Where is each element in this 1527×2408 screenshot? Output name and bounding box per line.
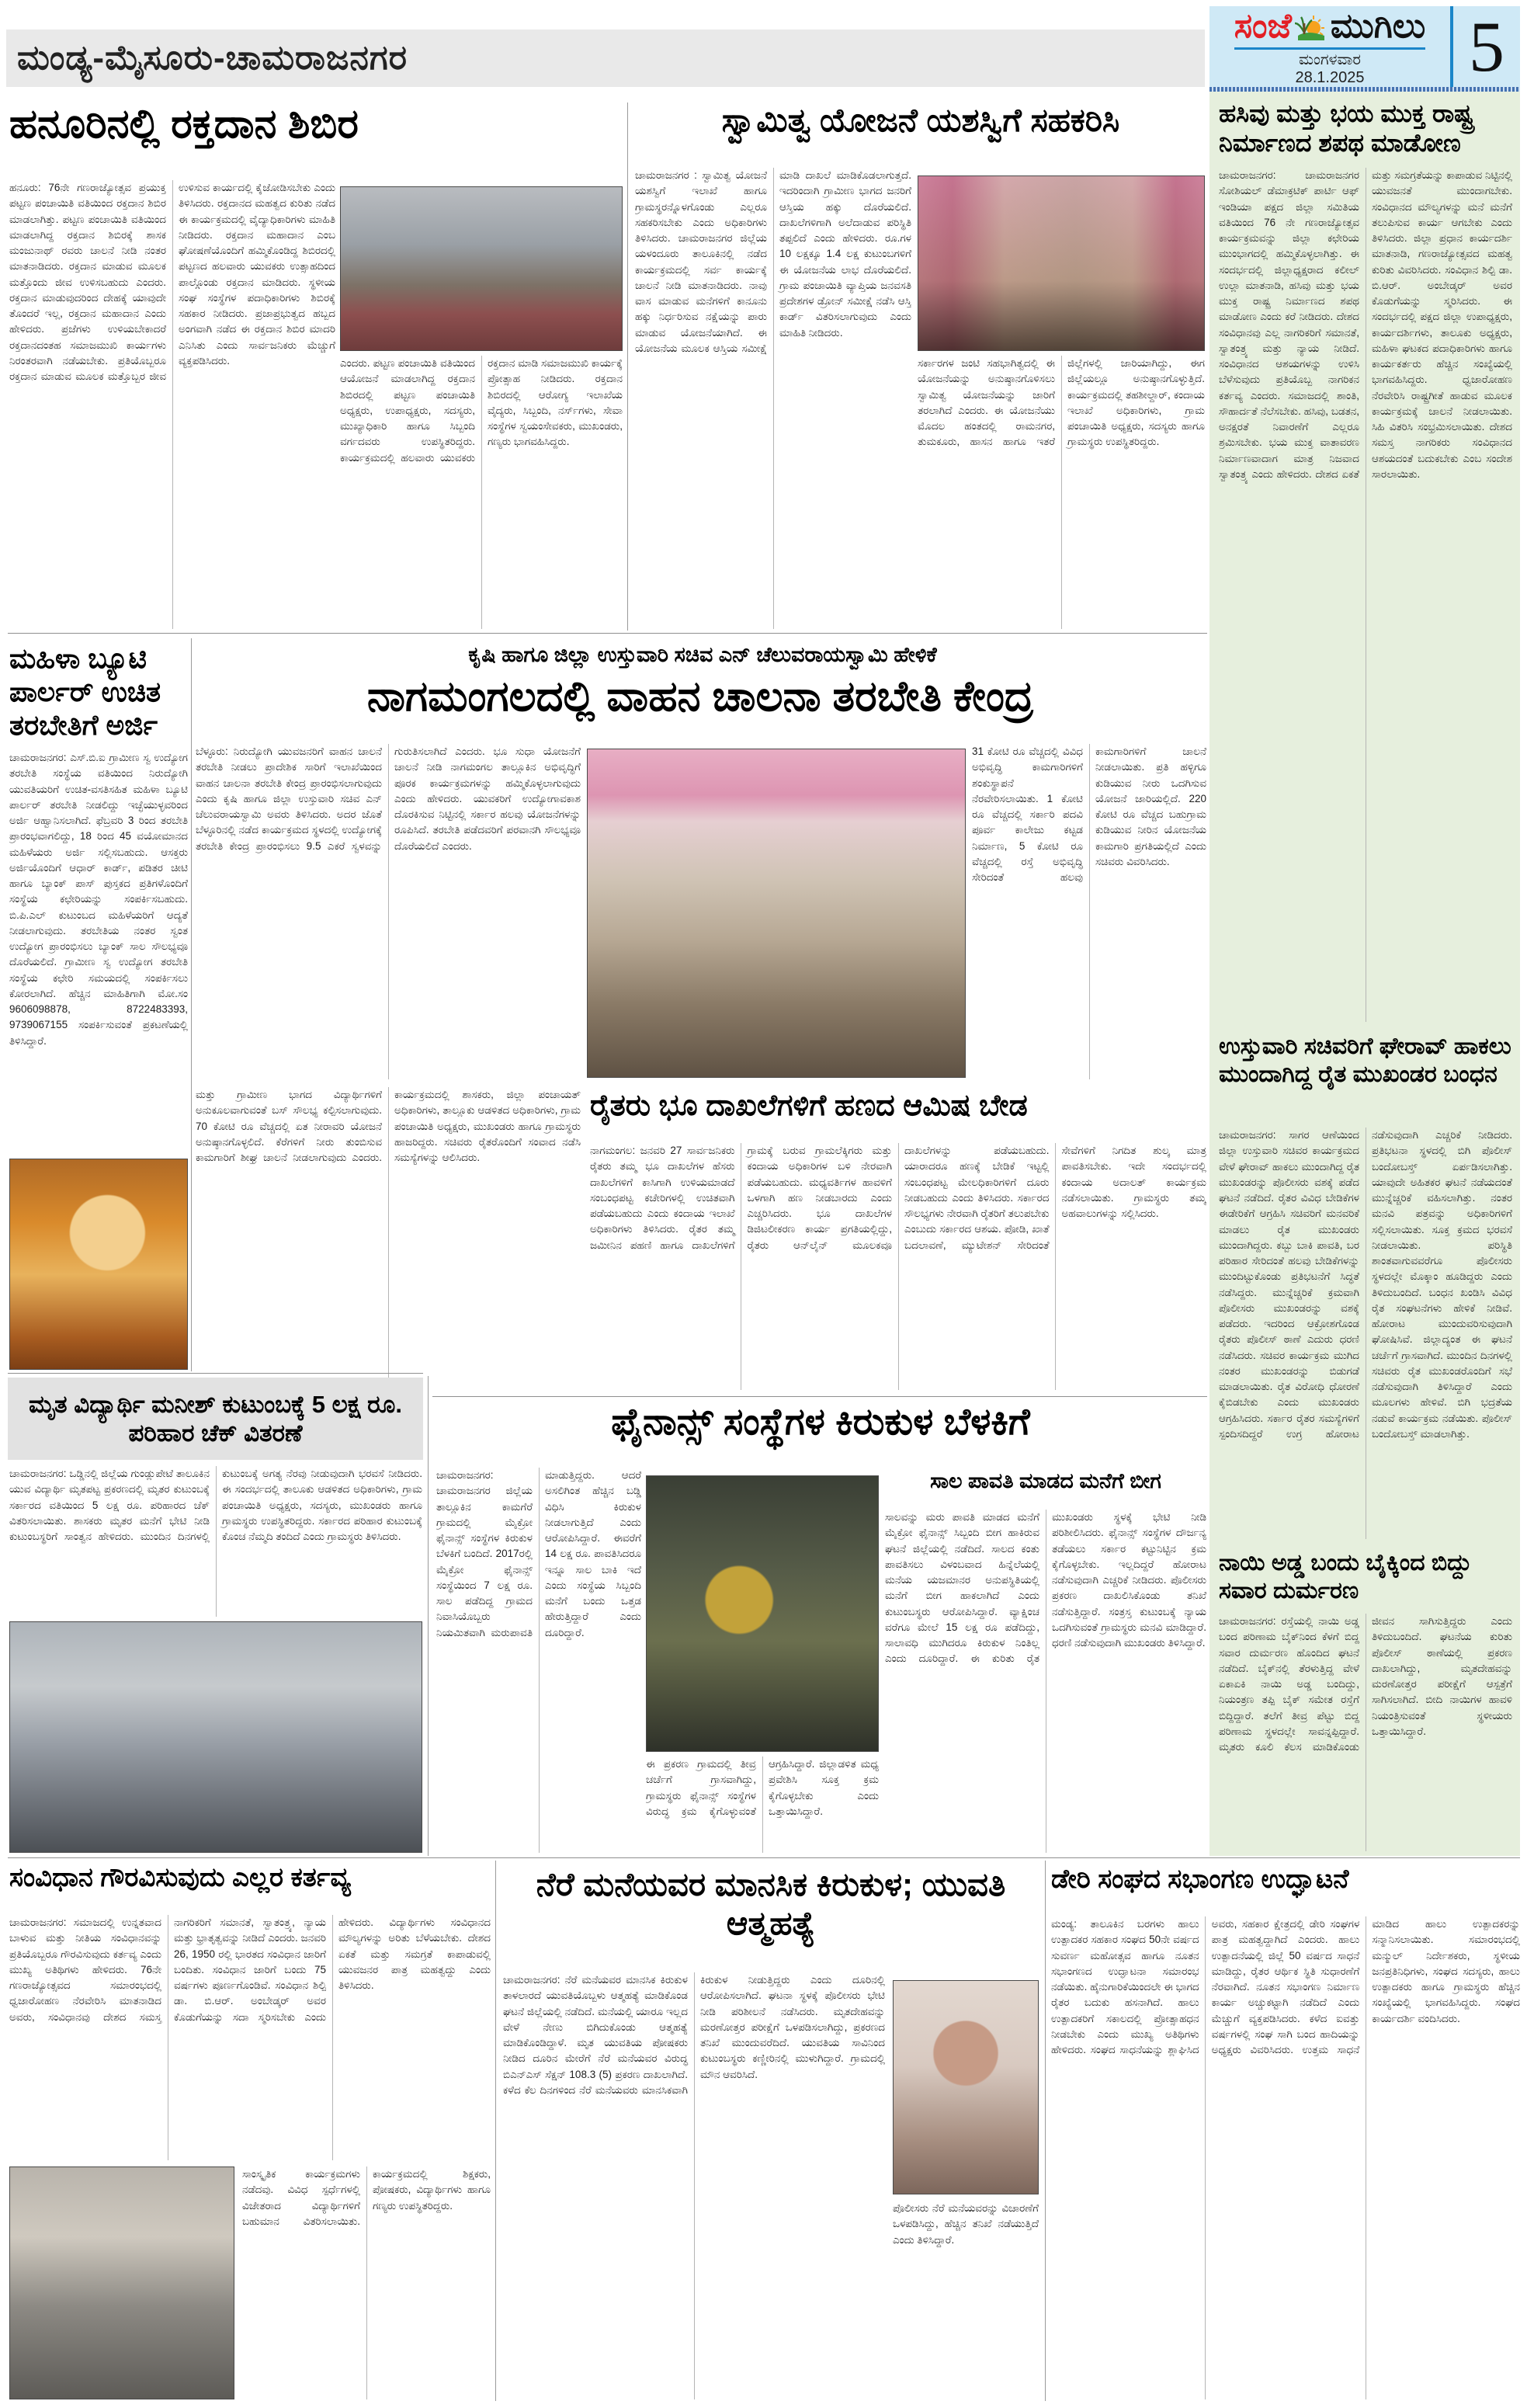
headline-blood-donation-camp: ಹನೂರಿನಲ್ಲಿ ರಕ್ತದಾನ ಶಿಬಿರ (9, 102, 359, 147)
article-finance-body-a: ಚಾಮರಾಜನಗರ: ಚಾಮರಾಜನಗರ ಜಿಲ್ಲೆಯ ತಾಲ್ಲೂಕಿನ ಕಾಮಗೆರೆ ಗ್ರಾಮದಲ್ಲಿ ಮೈಕ್ರೋ ಫೈನಾನ್ಸ್ ಸಂಸ್ಥೆಗಳ ಕಿರುಕುಳ ಬೆಳಕಿಗೆ ಬಂದಿದೆ. 2017ರಲ್ಲಿ ಮೈಕ್ರೋ ಫೈನಾನ್ಸ್ ಸಂಸ್ಥೆಯಿಂದ 7 ಲಕ್ಷ ರೂ. ಸಾಲ ಪಡೆದಿದ್ದ ಗ್ರಾಮದ ನಿವಾಸಿಯೊಬ್ಬರು ನಿಯಮಿತವಾಗಿ ಮರುಪಾವತಿ ಮಾಡುತ್ತಿದ್ದರು. ಆದರೆ ಅಸಲಿಗಿಂತ ಹೆಚ್ಚಿನ ಬಡ್ಡಿ ವಿಧಿಸಿ ಕಿರುಕುಳ ನೀಡಲಾಗುತ್ತಿದೆ ಎಂದು ಆರೋಪಿಸಿದ್ದಾರೆ. ಈವರೆಗೆ 14 ಲಕ್ಷ ರೂ. ಪಾವತಿಸಿದರೂ ಇನ್ನೂ ಸಾಲ ಬಾಕಿ ಇದೆ ಎಂದು ಸಂಸ್ಥೆಯ ಸಿಬ್ಬಂದಿ ಮನೆಗೆ ಬಂದು ಒತ್ತಡ ಹೇರುತ್ತಿದ್ದಾರೆ ಎಂದು ದೂರಿದ್ದಾರೆ. (436, 1469, 641, 1638)
divider (8, 1373, 423, 1374)
article-driving-centre-body-a: ಬೆಳ್ಳೂರು: ನಿರುದ್ಯೋಗಿ ಯುವಜನರಿಗೆ ವಾಹನ ಚಾಲನೆ ತರಬೇತಿ ನೀಡಲು ಪ್ರಾದೇಶಿಕ ಸಾರಿಗೆ ಇಲಾಖೆಯಿಂದ ವಾಹನ ಚಾಲನಾ ತರಬೇತಿ ಕೇಂದ್ರ ಪ್ರಾರಂಭಿಸಲಾಗುವುದು ಎಂದು ಕೃಷಿ ಹಾಗೂ ಜಿಲ್ಲಾ ಉಸ್ತುವಾರಿ ಸಚಿವ ಎನ್ ಚೆಲುವರಾಯಸ್ವಾಮಿ ಅವರು ತಿಳಿಸಿದರು. ಅದರ ಜೊತೆ ಬೆಳ್ಳೂರಿನಲ್ಲಿ ನಡೆದ ಕಾರ್ಯಕ್ರಮದ ಸ್ಥಳದಲ್ಲಿ ಉದ್ಯೋಗಕ್ಕೆ ತರಬೇತಿ ಕೇಂದ್ರ ಪ್ರಾರಂಭಿಸಲು 9.5 ಎಕರೆ ಸ್ವಳವನ್ನು ಗುರುತಿಸಲಾಗಿದೆ ಎಂದರು. ಭೂ ಸುಧಾ ಯೋಜನೆಗೆ ಚಾಲನೆ ನೀಡಿ ನಾಗಮಂಗಲ ತಾಲ್ಲೂಕಿನ ಅಭಿವೃದ್ಧಿಗೆ ಪೂರಕ ಕಾರ್ಯಕ್ರಮಗಳನ್ನು ಹಮ್ಮಿಕೊಳ್ಳಲಾಗುವುದು ಎಂದು ಹೇಳಿದರು. ಯುವಕರಿಗೆ ಉದ್ಯೋಗಾವಕಾಶ ದೊರಕಿಸುವ ನಿಟ್ಟಿನಲ್ಲಿ ಸರ್ಕಾರ ಹಲವು ಯೋಜನೆಗಳನ್ನು ರೂಪಿಸಿದೆ. ತರಬೇತಿ ಪಡೆದವರಿಗೆ ಪರವಾನಗಿ ಸೌಲಭ್ಯವೂ ದೊರೆಯಲಿದೆ ಎಂದರು. (196, 745, 581, 852)
headline-student-compensation: ಮೃತ ವಿದ್ಯಾರ್ಥಿ ಮನೀಶ್ ಕುಟುಂಬಕ್ಕೆ 5 ಲಕ್ಷ ರೂ. ಪರಿಹಾರ ಚೆಕ್ ವಿತರಣೆ (29, 1390, 402, 1447)
article-finance-body-b: ಈ ಪ್ರಕರಣ ಗ್ರಾಮದಲ್ಲಿ ತೀವ್ರ ಚರ್ಚೆಗೆ ಗ್ರಾಸವಾಗಿದ್ದು, ಗ್ರಾಮಸ್ಥರು ಫೈನಾನ್ಸ್ ಸಂಸ್ಥೆಗಳ ವಿರುದ್ಧ ಕ್ರಮ ಕೈಗೊಳ್ಳುವಂತೆ ಆಗ್ರಹಿಸಿದ್ದಾರೆ. ಜಿಲ್ಲಾಡಳಿತ ಮಧ್ಯ ಪ್ರವೇಶಿಸಿ ಸೂಕ್ತ ಕ್ರಮ ಕೈಗೊಳ್ಳಬೇಕು ಎಂದು ಒತ್ತಾಯಿಸಿದ್ದಾರೆ. (646, 1758, 879, 1817)
article-driving-centre-body-c: ಮತ್ತು ಗ್ರಾಮೀಣ ಭಾಗದ ವಿದ್ಯಾರ್ಥಿಗಳಿಗೆ ಅನುಕೂಲವಾಗುವಂತೆ ಬಸ್ ಸೌಲಭ್ಯ ಕಲ್ಪಿಸಲಾಗುವುದು. 70 ಕೋಟಿ ರೂ ವೆಚ್ಚದಲ್ಲಿ ಏತ ನೀರಾವರಿ ಯೋಜನೆ ಅನುಷ್ಠಾನಗೊಳ್ಳಲಿದೆ. ಕೆರೆಗಳಿಗೆ ನೀರು ತುಂಬಿಸುವ ಕಾಮಗಾರಿಗೆ ಶೀಘ್ರ ಚಾಲನೆ ನೀಡಲಾಗುವುದು ಎಂದರು. ಕಾರ್ಯಕ್ರಮದಲ್ಲಿ ಶಾಸಕರು, ಜಿಲ್ಲಾ ಪಂಚಾಯತ್ ಅಧಿಕಾರಿಗಳು, ತಾಲ್ಲೂಕು ಆಡಳಿತದ ಅಧಿಕಾರಿಗಳು, ಗ್ರಾಮ ಪಂಚಾಯಿತಿ ಅಧ್ಯಕ್ಷರು, ಮುಖಂಡರು ಹಾಗೂ ಗ್ರಾಮಸ್ಥರು ಹಾಜರಿದ್ದರು. ಸಚಿವರು ರೈತರೊಂದಿಗೆ ಸಂವಾದ ನಡೆಸಿ ಸಮಸ್ಯೆಗಳನ್ನು ಆಲಿಸಿದರು. (196, 1089, 581, 1163)
article-beauty-parlour-body: ಚಾಮರಾಜನಗರ: ಎಸ್.ಬಿ.ಐ ಗ್ರಾಮೀಣ ಸ್ವ ಉದ್ಯೋಗ ತರಬೇತಿ ಸಂಸ್ಥೆಯ ವತಿಯಿಂದ ನಿರುದ್ಯೋಗಿ ಯುವತಿಯರಿಗೆ ಉಚಿತ-ವಸತಿಸಹಿತ ಮಹಿಳಾ ಬ್ಯೂಟಿ ಪಾರ್ಲರ್ ತರಬೇತಿ ನೀಡಲಿದ್ದು ಇಚ್ಛೆಯುಳ್ಳವರಿಂದ ಅರ್ಜಿ ಆಹ್ವಾನಿಸಲಾಗಿದೆ. ಫೆಬ್ರವರಿ 3 ರಿಂದ ತರಬೇತಿ ಪ್ರಾರಂಭವಾಗಲಿದ್ದು, 18 ರಿಂದ 45 ವಯೋಮಾನದ ಮಹಿಳೆಯರು ಅರ್ಜಿ ಸಲ್ಲಿಸಬಹುದು. ಆಸಕ್ತರು ಅರ್ಜಿಯೊಂದಿಗೆ ಆಧಾರ್ ಕಾರ್ಡ್, ಪಡಿತರ ಚೀಟಿ ಹಾಗೂ ಬ್ಯಾಂಕ್ ಪಾಸ್ ಪುಸ್ತಕದ ಪ್ರತಿಗಳೊಂದಿಗೆ ಸಂಸ್ಥೆಯ ಕಛೇರಿಯನ್ನು ಸಂಪರ್ಕಿಸಬಹುದು. ಬಿ.ಪಿ.ಎಲ್ ಕುಟುಂಬದ ಮಹಿಳೆಯರಿಗೆ ಆದ್ಯತೆ ನೀಡಲಾಗುವುದು. ತರಬೇತಿಯ ನಂತರ ಸ್ವಂತ ಉದ್ಯೋಗ ಪ್ರಾರಂಭಿಸಲು ಬ್ಯಾಂಕ್ ಸಾಲ ಸೌಲಭ್ಯವೂ ದೊರೆಯಲಿದೆ. ಗ್ರಾಮೀಣ ಸ್ವ ಉದ್ಯೋಗ ತರಬೇತಿ ಸಂಸ್ಥೆಯ ಕಛೇರಿ ಸಮಯದಲ್ಲಿ ಸಂಪರ್ಕಿಸಲು ಕೋರಲಾಗಿದೆ. ಹೆಚ್ಚಿನ ಮಾಹಿತಿಗಾಗಿ ಮೋ.ಸಂ 9606098878, 8722483393, 9739067155 ಸಂಪರ್ಕಿಸುವಂತೆ ಪ್ರಕಟಣೆಯಲ್ಲಿ ತಿಳಿಸಿದ್ದಾರೆ. (9, 752, 188, 1047)
divider (8, 1857, 1520, 1858)
divider (8, 633, 1207, 634)
headline-hunger-fear-free-nation: ಹಸಿವು ಮತ್ತು ಭಯ ಮುಕ್ತ ರಾಷ್ಟ್ರ ನಿರ್ಮಾಣದ ಶಪಥ ಮಾಡೋಣ (1219, 99, 1474, 157)
dotted-rule (1209, 87, 1520, 92)
divider (1045, 1861, 1046, 2401)
photo-bride-makeup (9, 1159, 188, 1370)
masthead-title-block (1209, 6, 1450, 87)
article-dog-bike-accident-body: ಚಾಮರಾಜನಗರ: ರಸ್ತೆಯಲ್ಲಿ ನಾಯಿ ಅಡ್ಡ ಬಂದ ಪರಿಣಾಮ ಬೈಕ್‌ನಿಂದ ಕೆಳಗೆ ಬಿದ್ದ ಸವಾರ ದುರ್ಮರಣ ಹೊಂದಿದ ಘಟನೆ ನಡೆದಿದೆ. ಬೈಕ್‌ನಲ್ಲಿ ತೆರಳುತ್ತಿದ್ದ ವೇಳೆ ಏಕಾಏಕಿ ನಾಯಿ ಅಡ್ಡ ಬಂದಿದ್ದು, ನಿಯಂತ್ರಣ ತಪ್ಪಿ ಬೈಕ್ ಸಮೇತ ರಸ್ತೆಗೆ ಬಿದ್ದಿದ್ದಾರೆ. ತಲೆಗೆ ತೀವ್ರ ಪೆಟ್ಟು ಬಿದ್ದ ಪರಿಣಾಮ ಸ್ಥಳದಲ್ಲೇ ಸಾವನ್ನಪ್ಪಿದ್ದಾರೆ. ಮೃತರು ಕೂಲಿ ಕೆಲಸ ಮಾಡಿಕೊಂಡು ಜೀವನ ಸಾಗಿಸುತ್ತಿದ್ದರು ಎಂದು ತಿಳಿದುಬಂದಿದೆ. ಘಟನೆಯ ಕುರಿತು ಪೊಲೀಸ್ ಠಾಣೆಯಲ್ಲಿ ಪ್ರಕರಣ ದಾಖಲಾಗಿದ್ದು, ಮೃತದೇಹವನ್ನು ಮರಣೋತ್ತರ ಪರೀಕ್ಷೆಗೆ ಆಸ್ಪತ್ರೆಗೆ ಸಾಗಿಸಲಾಗಿದೆ. ಬೀದಿ ನಾಯಿಗಳ ಹಾವಳಿ ನಿಯಂತ್ರಿಸುವಂತೆ ಸ್ಥಳೀಯರು ಒತ್ತಾಯಿಸಿದ್ದಾರೆ. (1219, 1615, 1512, 1753)
masthead-day: ಮಂಗಳವಾರ (1298, 50, 1362, 68)
masthead (1209, 6, 1520, 87)
region-strip-label: ಮಂಡ್ಯ-ಮೈಸೂರು-ಚಾಮರಾಜನಗರ (17, 39, 408, 77)
article-suicide-body-a: ಚಾಮರಾಜನಗರ: ನೆರೆ ಮನೆಯವರ ಮಾನಸಿಕ ಕಿರುಕುಳ ತಾಳಲಾರದೆ ಯುವತಿಯೊಬ್ಬಳು ಆತ್ಮಹತ್ಯೆ ಮಾಡಿಕೊಂಡ ಘಟನೆ ಜಿಲ್ಲೆಯಲ್ಲಿ ನಡೆದಿದೆ. ಮನೆಯಲ್ಲಿ ಯಾರೂ ಇಲ್ಲದ ವೇಳೆ ನೇಣು ಬಿಗಿದುಕೊಂಡು ಆತ್ಮಹತ್ಯೆ ಮಾಡಿಕೊಂಡಿದ್ದಾಳೆ. ಮೃತ ಯುವತಿಯ ಪೋಷಕರು ನೀಡಿದ ದೂರಿನ ಮೇರೆಗೆ ನೆರೆ ಮನೆಯವರ ವಿರುದ್ಧ ಬಿಎನ್ಎಸ್ ಸೆಕ್ಷನ್ 108.3 (5) ಪ್ರಕರಣ ದಾಖಲಾಗಿದೆ. ಕಳೆದ ಕೆಲ ದಿನಗಳಿಂದ ನೆರೆ ಮನೆಯವರು ಮಾನಸಿಕವಾಗಿ ಕಿರುಕುಳ ನೀಡುತ್ತಿದ್ದರು ಎಂದು ದೂರಿನಲ್ಲಿ ಆರೋಪಿಸಲಾಗಿದೆ. ಘಟನಾ ಸ್ಥಳಕ್ಕೆ ಪೊಲೀಸರು ಭೇಟಿ ನೀಡಿ ಪರಿಶೀಲನೆ ನಡೆಸಿದರು. ಮೃತದೇಹವನ್ನು ಮರಣೋತ್ತರ ಪರೀಕ್ಷೆಗೆ ಒಳಪಡಿಸಲಾಗಿದ್ದು, ಪ್ರಕರಣದ ತನಿಖೆ ಮುಂದುವರೆದಿದೆ. ಯುವತಿಯ ಸಾವಿನಿಂದ ಕುಟುಂಬಸ್ಥರು ಕಣ್ಣೀರಿನಲ್ಲಿ ಮುಳುಗಿದ್ದಾರೆ. ಗ್ರಾಮದಲ್ಲಿ ಮೌನ ಆವರಿಸಿದೆ. (503, 1974, 885, 2096)
article-suicide-body-b: ಪೊಲೀಸರು ನೆರೆ ಮನೆಯವರನ್ನು ವಿಚಾರಣೆಗೆ ಒಳಪಡಿಸಿದ್ದು, ಹೆಚ್ಚಿನ ತನಿಖೆ ನಡೆಯುತ್ತಿದೆ ಎಂದು ತಿಳಿಸಿದ್ದಾರೆ. (893, 2202, 1039, 2246)
headline-dog-bike-accident: ನಾಯಿ ಅಡ್ಡ ಬಂದು ಬೈಕ್ಕಿಂದ ಬಿದ್ದು ಸವಾರ ದುರ್ಮರಣ (1219, 1550, 1472, 1604)
article-compensation-body: ಚಾಮರಾಜನಗರ: ಒಡ್ಡಿನಲ್ಲಿ ಜಿಲ್ಲೆಯ ಗುಂಡ್ಲುಪೇಟೆ ತಾಲೂಕಿನ ಯುವ ವಿದ್ಯಾರ್ಥಿ ಮೃತಪಟ್ಟ ಪ್ರಕರಣದಲ್ಲಿ ಮೃತರ ಕುಟುಂಬಕ್ಕೆ ಸರ್ಕಾರದ ವತಿಯಿಂದ 5 ಲಕ್ಷ ರೂ. ಪರಿಹಾರದ ಚೆಕ್ ವಿತರಿಸಲಾಯಿತು. ಶಾಸಕರು ಮೃತರ ಮನೆಗೆ ಭೇಟಿ ನೀಡಿ ಕುಟುಂಬಸ್ಥರಿಗೆ ಸಾಂತ್ವನ ಹೇಳಿದರು. ಮುಂದಿನ ದಿನಗಳಲ್ಲಿ ಕುಟುಂಬಕ್ಕೆ ಅಗತ್ಯ ನೆರವು ನೀಡುವುದಾಗಿ ಭರವಸೆ ನೀಡಿದರು. ಈ ಸಂದರ್ಭದಲ್ಲಿ ತಾಲೂಕು ಆಡಳಿತದ ಅಧಿಕಾರಿಗಳು, ಗ್ರಾಮ ಪಂಚಾಯಿತಿ ಅಧ್ಯಕ್ಷರು, ಸದಸ್ಯರು, ಮುಖಂಡರು ಹಾಗೂ ಗ್ರಾಮಸ್ಥರು ಉಪಸ್ಥಿತರಿದ್ದರು. ಸರ್ಕಾರದ ಪರಿಹಾರ ಕುಟುಂಬಕ್ಕೆ ಕೊಂಚ ನೆಮ್ಮದಿ ತಂದಿದೆ ಎಂದು ಗ್ರಾಮಸ್ಥರು ತಿಳಿಸಿದರು. (9, 1468, 422, 1542)
divider (495, 1861, 496, 2401)
divider (428, 1376, 429, 1856)
article-finance-body-c: ಸಾಲವನ್ನು ಮರು ಪಾವತಿ ಮಾಡದ ಮನೆಗೆ ಮೈಕ್ರೋ ಫೈನಾನ್ಸ್ ಸಿಬ್ಬಂದಿ ಬೀಗ ಹಾಕಿರುವ ಘಟನೆ ಜಿಲ್ಲೆಯಲ್ಲಿ ನಡೆದಿದೆ. ಸಾಲದ ಕಂತು ಪಾವತಿಸಲು ವಿಳಂಬವಾದ ಹಿನ್ನೆಲೆಯಲ್ಲಿ ಮನೆಯ ಯಜಮಾನರ ಅನುಪಸ್ಥಿತಿಯಲ್ಲಿ ಮನೆಗೆ ಬೀಗ ಹಾಕಲಾಗಿದೆ ಎಂದು ಕುಟುಂಬಸ್ಥರು ಆರೋಪಿಸಿದ್ದಾರೆ. ವ್ಯಾಕ್ಷಿಂಚ ವರೆಗೂ ಮೇಲೆ 15 ಲಕ್ಷ ರೂ ಪಡೆದಿದ್ದು, ಸಾಲಾವಧಿ ಮುಗಿದರೂ ಕಿರುಕುಳ ನಿಂತಿಲ್ಲ ಎಂದು ದೂರಿದ್ದಾರೆ. ಈ ಕುರಿತು ರೈತ ಮುಖಂಡರು ಸ್ಥಳಕ್ಕೆ ಭೇಟಿ ನೀಡಿ ಪರಿಶೀಲಿಸಿದರು. ಫೈನಾನ್ಸ್ ಸಂಸ್ಥೆಗಳ ದೌರ್ಜನ್ಯ ತಡೆಯಲು ಸರ್ಕಾರ ಕಟ್ಟುನಿಟ್ಟಿನ ಕ್ರಮ ಕೈಗೊಳ್ಳಬೇಕು. ಇಲ್ಲದಿದ್ದರೆ ಹೋರಾಟ ನಡೆಸುವುದಾಗಿ ಎಚ್ಚರಿಕೆ ನೀಡಿದರು. ಪೊಲೀಸರು ಪ್ರಕರಣ ದಾಖಲಿಸಿಕೊಂಡು ತನಿಖೆ ನಡೆಸುತ್ತಿದ್ದಾರೆ. ಸಂತ್ರಸ್ತ ಕುಟುಂಬಕ್ಕೆ ನ್ಯಾಯ ಒದಗಿಸುವಂತೆ ಗ್ರಾಮಸ್ಥರು ಮನವಿ ಮಾಡಿದ್ದಾರೆ. ಧರಣಿ ನಡೆಸುವುದಾಗಿ ಮುಖಂಡರು ತಿಳಿಸಿದ್ದಾರೆ. (885, 1511, 1206, 1665)
article-constitution-body-a: ಚಾಮರಾಜನಗರ: ಸಮಾಜದಲ್ಲಿ ಉನ್ನತವಾದ ಬಾಳುವ ಮತ್ತು ನೀತಿಯ ಸಂವಿಧಾನವನ್ನು ಪ್ರತಿಯೊಬ್ಬರೂ ಗೌರವಿಸುವುದು ಕರ್ತವ್ಯ ಎಂದು ಮುಖ್ಯ ಅತಿಥಿಗಳು ಹೇಳಿದರು. 76ನೇ ಗಣರಾಜ್ಯೋತ್ಸವದ ಸಮಾರಂಭದಲ್ಲಿ ಧ್ವಜಾರೋಹಣ ನೆರವೇರಿಸಿ ಮಾತನಾಡಿದ ಅವರು, ಸಂವಿಧಾನವು ದೇಶದ ಸಮಸ್ತ ನಾಗರಿಕರಿಗೆ ಸಮಾನತೆ, ಸ್ವಾತಂತ್ರ್ಯ, ನ್ಯಾಯ ಮತ್ತು ಭ್ರಾತೃತ್ವವನ್ನು ನೀಡಿದೆ ಎಂದರು. ಜನವರಿ 26, 1950 ರಲ್ಲಿ ಭಾರತದ ಸಂವಿಧಾನ ಜಾರಿಗೆ ಬಂದಿತು. ಸಂವಿಧಾನ ಜಾರಿಗೆ ಬಂದು 75 ವರ್ಷಗಳು ಪೂರ್ಣಗೊಂಡಿವೆ. ಸಂವಿಧಾನ ಶಿಲ್ಪಿ ಡಾ. ಬಿ.ಆರ್. ಅಂಬೇಡ್ಕರ್ ಅವರ ಕೊಡುಗೆಯನ್ನು ಸದಾ ಸ್ಮರಿಸಬೇಕು ಎಂದು ಹೇಳಿದರು. ವಿದ್ಯಾರ್ಥಿಗಳು ಸಂವಿಧಾನದ ಮೌಲ್ಯಗಳನ್ನು ಅರಿತು ಬೆಳೆಯಬೇಕು. ದೇಶದ ಏಕತೆ ಮತ್ತು ಸಮಗ್ರತೆ ಕಾಪಾಡುವಲ್ಲಿ ಯುವಜನರ ಪಾತ್ರ ಮಹತ್ವದ್ದು ಎಂದು ತಿಳಿಸಿದರು. (9, 1916, 491, 2023)
photo-swamitva-event (918, 175, 1205, 351)
photo-constitution-event-group (9, 2167, 234, 2399)
article-swamitva-body-a: ಚಾಮರಾಜನಗರ : ಸ್ವಾಮಿತ್ವ ಯೋಜನೆ ಯಶಸ್ವಿಗೆ ಇಲಾಖೆ ಹಾಗೂ ಗ್ರಾಮಸ್ಥರನ್ನೊಳಗೊಂಡು ಎಲ್ಲರೂ ಸಹಕರಿಸಬೇಕು ಎಂದು ಅಧಿಕಾರಿಗಳು ತಿಳಿಸಿದರು. ಚಾಮರಾಜನಗರ ಜಿಲ್ಲೆಯ ಯಳಂದೂರು ತಾಲೂಕಿನಲ್ಲಿ ನಡೆದ ಕಾರ್ಯಕ್ರಮದಲ್ಲಿ ಸರ್ವ ಕಾರ್ಯಕ್ಕೆ ಚಾಲನೆ ನೀಡಿ ಮಾತನಾಡಿದರು. ನಾವು ವಾಸ ಮಾಡುವ ಮನೆಗಳಿಗೆ ಕಾನೂನು ಹಕ್ಕು ನಿರ್ಧರಿಸುವ ನಕ್ಷೆಯನ್ನು ಪಾರು ಮಾಡುವ ಯೋಜನೆಯಾಗಿದೆ. ಈ ಯೋಜನೆಯ ಮೂಲಕ ಆಸ್ತಿಯ ಸಮೀಕ್ಷೆ ಮಾಡಿ ದಾಖಲೆ ಮಾಡಿಕೊಡಲಾಗುತ್ತದೆ. ಇದರಿಂದಾಗಿ ಗ್ರಾಮೀಣ ಭಾಗದ ಜನರಿಗೆ ಆಸ್ತಿಯ ಹಕ್ಕು ದೊರೆಯಲಿದೆ. ದಾಖಲೆಗಳಿಗಾಗಿ ಅಲೆದಾಡುವ ಪರಿಸ್ಥಿತಿ ತಪ್ಪಲಿದೆ ಎಂದು ಹೇಳಿದರು. ರೂ.ಗಳ 10 ಲಕ್ಷಕ್ಕೂ 1.4 ಲಕ್ಷ ಕುಟುಂಬಗಳಿಗೆ ಈ ಯೋಜನೆಯ ಲಾಭ ದೊರೆಯಲಿದೆ. ಗ್ರಾಮ ಪಂಚಾಯಿತಿ ವ್ಯಾಪ್ತಿಯ ಜನವಸತಿ ಪ್ರದೇಶಗಳ ಡ್ರೋನ್ ಸಮೀಕ್ಷೆ ನಡೆಸಿ ಆಸ್ತಿ ಕಾರ್ಡ್ ವಿತರಿಸಲಾಗುವುದು ಎಂದು ಮಾಹಿತಿ ನೀಡಿದರು. (635, 169, 911, 354)
photo-blood-donation-camp (340, 186, 623, 351)
masthead-title-red: ಸಂಜೆ (1234, 6, 1292, 45)
article-sdpi-republic-day-body: ಚಾಮರಾಜನಗರ: ಚಾಮರಾಜನಗರ ಸೋಶಿಯಲ್ ಡೆಮಾಕ್ರಟಿಕ್ ಪಾರ್ಟಿ ಆಫ್ ಇಂಡಿಯಾ ಪಕ್ಷದ ಜಿಲ್ಲಾ ಸಮಿತಿಯ ವತಿಯಿಂದ 76 ನೇ ಗಣರಾಜ್ಯೋತ್ಸವ ಕಾರ್ಯಕ್ರಮವನ್ನು ಜಿಲ್ಲಾ ಕಛೇರಿಯ ಮುಂಭಾಗದಲ್ಲಿ ಹಮ್ಮಿಕೊಳ್ಳಲಾಗಿತ್ತು. ಈ ಸಂದರ್ಭದಲ್ಲಿ ಜಿಲ್ಲಾಧ್ಯಕ್ಷರಾದ ಕಲೀಲ್ ಉಲ್ಲಾ ಮಾತನಾಡಿ, ಹಸಿವು ಮತ್ತು ಭಯ ಮುಕ್ತ ರಾಷ್ಟ್ರ ನಿರ್ಮಾಣದ ಶಪಥ ಮಾಡೋಣ ಎಂದು ಕರೆ ನೀಡಿದರು. ದೇಶದ ಸಂವಿಧಾನವು ಎಲ್ಲ ನಾಗರಿಕರಿಗೆ ಸಮಾನತೆ, ಸ್ವಾತಂತ್ರ್ಯ ಮತ್ತು ನ್ಯಾಯ ನೀಡಿದೆ. ಸಂವಿಧಾನದ ಆಶಯಗಳನ್ನು ಉಳಿಸಿ ಬೆಳೆಸುವುದು ಪ್ರತಿಯೊಬ್ಬ ನಾಗರಿಕನ ಕರ್ತವ್ಯ ಎಂದರು. ಸಮಾಜದಲ್ಲಿ ಶಾಂತಿ, ಸೌಹಾರ್ದತೆ ನೆಲೆಸಬೇಕು. ಹಸಿವು, ಬಡತನ, ಅನಕ್ಷರತೆ ನಿವಾರಣೆಗೆ ಎಲ್ಲರೂ ಶ್ರಮಿಸಬೇಕು. ಭಯ ಮುಕ್ತ ವಾತಾವರಣ ನಿರ್ಮಾಣವಾದಾಗ ಮಾತ್ರ ನಿಜವಾದ ಸ್ವಾತಂತ್ರ್ಯ ಎಂದು ಹೇಳಿದರು. ದೇಶದ ಏಕತೆ ಮತ್ತು ಸಮಗ್ರತೆಯನ್ನು ಕಾಪಾಡುವ ನಿಟ್ಟಿನಲ್ಲಿ ಯುವಜನತೆ ಮುಂದಾಗಬೇಕು. ಸಂವಿಧಾನದ ಮೌಲ್ಯಗಳನ್ನು ಮನೆ ಮನೆಗೆ ತಲುಪಿಸುವ ಕಾರ್ಯ ಆಗಬೇಕು ಎಂದು ತಿಳಿಸಿದರು. ಜಿಲ್ಲಾ ಪ್ರಧಾನ ಕಾರ್ಯದರ್ಶಿ ಮಾತನಾಡಿ, ಗಣರಾಜ್ಯೋತ್ಸವದ ಮಹತ್ವ ಕುರಿತು ವಿವರಿಸಿದರು. ಸಂವಿಧಾನ ಶಿಲ್ಪಿ ಡಾ. ಬಿ.ಆರ್. ಅಂಬೇಡ್ಕರ್ ಅವರ ಕೊಡುಗೆಯನ್ನು ಸ್ಮರಿಸಿದರು. ಈ ಸಂದರ್ಭದಲ್ಲಿ ಪಕ್ಷದ ಜಿಲ್ಲಾ ಉಪಾಧ್ಯಕ್ಷರು, ಕಾರ್ಯದರ್ಶಿಗಳು, ತಾಲೂಕು ಅಧ್ಯಕ್ಷರು, ಮಹಿಳಾ ಘಟಕದ ಪದಾಧಿಕಾರಿಗಳು ಹಾಗೂ ಕಾರ್ಯಕರ್ತರು ಹೆಚ್ಚಿನ ಸಂಖ್ಯೆಯಲ್ಲಿ ಭಾಗವಹಿಸಿದ್ದರು. ಧ್ವಜಾರೋಹಣ ನೆರವೇರಿಸಿ ರಾಷ್ಟ್ರಗೀತೆ ಹಾಡುವ ಮೂಲಕ ಕಾರ್ಯಕ್ರಮಕ್ಕೆ ಚಾಲನೆ ನೀಡಲಾಯಿತು. ಸಿಹಿ ವಿತರಿಸಿ ಸಂಭ್ರಮಿಸಲಾಯಿತು. ದೇಶದ ಸಮಸ್ತ ನಾಗರಿಕರು ಸಂವಿಧಾನದ ಆಶಯದಂತೆ ಬದುಕಬೇಕು ಎಂಬ ಸಂದೇಶ ಸಾರಲಾಯಿತು. (1219, 169, 1512, 480)
headline-beauty-parlour-training: ಮಹಿಳಾ ಬ್ಯೂಟಿ ಪಾರ್ಲರ್ ಉಚಿತ ತರಬೇತಿಗೆ ಅರ್ಜಿ (9, 642, 161, 742)
divider (191, 638, 192, 1371)
kicker-minister-statement: ಕೃಷಿ ಹಾಗೂ ಜಿಲ್ಲಾ ಉಸ್ತುವಾರಿ ಸಚಿವ ಎನ್ ಚೆಲುವರಾಯಸ್ವಾಮಿ ಹೇಳಿಕೆ (468, 643, 937, 666)
article-dairy-hall-body: ಮಂಡ್ಯ: ತಾಲೂಕಿನ ಬರಗಳು ಹಾಲು ಉತ್ಪಾದಕರ ಸಹಕಾರ ಸಂಘದ 50ನೇ ವರ್ಷದ ಸುವರ್ಣ ಮಹೋತ್ಸವ ಹಾಗೂ ನೂತನ ಸಭಾಂಗಣದ ಉದ್ಘಾಟನಾ ಸಮಾರಂಭ ನಡೆಯಿತು. ಹೈನುಗಾರಿಕೆಯಿಂದಲೇ ಈ ಭಾಗದ ರೈತರ ಬದುಕು ಹಸನಾಗಿದೆ. ಹಾಲು ಉತ್ಪಾದಕರಿಗೆ ಸಕಾಲದಲ್ಲಿ ಪ್ರೋತ್ಸಾಹಧನ ನೀಡಬೇಕು ಎಂದು ಮುಖ್ಯ ಅತಿಥಿಗಳು ಹೇಳಿದರು. ಸಂಘದ ಸಾಧನೆಯನ್ನು ಶ್ಲಾಘಿಸಿದ ಅವರು, ಸಹಕಾರ ಕ್ಷೇತ್ರದಲ್ಲಿ ಡೇರಿ ಸಂಘಗಳ ಪಾತ್ರ ಮಹತ್ವದ್ದಾಗಿದೆ ಎಂದರು. ಹಾಲು ಉತ್ಪಾದನೆಯಲ್ಲಿ ಜಿಲ್ಲೆ 50 ವರ್ಷದ ಸಾಧನೆ ಮಾಡಿದ್ದು, ರೈತರ ಆರ್ಥಿಕ ಸ್ಥಿತಿ ಸುಧಾರಣೆಗೆ ನೆರವಾಗಿದೆ. ನೂತನ ಸಭಾಂಗಣ ನಿರ್ಮಾಣ ಕಾರ್ಯ ಅಚ್ಚುಕಟ್ಟಾಗಿ ನಡೆದಿದೆ ಎಂದು ಮೆಚ್ಚುಗೆ ವ್ಯಕ್ತಪಡಿಸಿದರು. ಕಳೆದ ಐವತ್ತು ವರ್ಷಗಳಲ್ಲಿ ಸಂಘ ಸಾಗಿ ಬಂದ ಹಾದಿಯನ್ನು ಅಧ್ಯಕ್ಷರು ವಿವರಿಸಿದರು. ಉತ್ತಮ ಸಾಧನೆ ಮಾಡಿದ ಹಾಲು ಉತ್ಪಾದಕರನ್ನು ಸನ್ಮಾನಿಸಲಾಯಿತು. ಸಮಾರಂಭದಲ್ಲಿ ಮನ್ಮುಲ್ ನಿರ್ದೇಶಕರು, ಸ್ಥಳೀಯ ಜನಪ್ರತಿನಿಧಿಗಳು, ಸಂಘದ ಸದಸ್ಯರು, ಹಾಲು ಉತ್ಪಾದಕರು ಹಾಗೂ ಗ್ರಾಮಸ್ಥರು ಹೆಚ್ಚಿನ ಸಂಖ್ಯೆಯಲ್ಲಿ ಭಾಗವಹಿಸಿದ್ದರು. ಸಂಘದ ಕಾರ್ಯದರ್ಶಿ ವಂದಿಸಿದರು. (1051, 1918, 1520, 2055)
headline-respect-constitution: ಸಂವಿಧಾನ ಗೌರವಿಸುವುದು ಎಲ್ಲರ ಕರ್ತವ್ಯ (9, 1863, 351, 1892)
article-blood-donation-body-b: ಎಂದರು. ಪಟ್ಟಣ ಪಂಚಾಯಿತಿ ವತಿಯಿಂದ ಆಯೋಜನೆ ಮಾಡಲಾಗಿದ್ದ ರಕ್ತದಾನ ಶಿಬಿರದಲ್ಲಿ ಪಟ್ಟಣ ಪಂಚಾಯಿತಿ ಅಧ್ಯಕ್ಷರು, ಉಪಾಧ್ಯಕ್ಷರು, ಸದಸ್ಯರು, ಮುಖ್ಯಾಧಿಕಾರಿ ಹಾಗೂ ಸಿಬ್ಬಂದಿ ವರ್ಗದವರು ಉಪಸ್ಥಿತರಿದ್ದರು. ಕಾರ್ಯಕ್ರಮದಲ್ಲಿ ಹಲವಾರು ಯುವಕರು ರಕ್ತದಾನ ಮಾಡಿ ಸಮಾಜಮುಖಿ ಕಾರ್ಯಕ್ಕೆ ಪ್ರೋತ್ಸಾಹ ನೀಡಿದರು. ರಕ್ತದಾನ ಶಿಬಿರದಲ್ಲಿ ಆರೋಗ್ಯ ಇಲಾಖೆಯ ವೈದ್ಯರು, ಸಿಬ್ಬಂದಿ, ನರ್ಸ್‌ಗಳು, ಸೇವಾ ಸಂಸ್ಥೆಗಳ ಸ್ವಯಂಸೇವಕರು, ಮುಖಂಡರು, ಗಣ್ಯರು ಭಾಗವಹಿಸಿದ್ದರು. (340, 357, 623, 464)
headline-land-records-no-bribe: ರೈತರು ಭೂ ದಾಖಲೆಗಳಿಗೆ ಹಣದ ಆಮಿಷ ಬೇಡ (590, 1089, 1028, 1122)
photo-young-woman-portrait (893, 1980, 1039, 2194)
headline-band (8, 1378, 423, 1460)
headline-neighbour-harassment-suicide: ನೆರೆ ಮನೆಯವರ ಮಾನಸಿಕ ಕಿರುಕುಳ; ಯುವತಿ ಆತ್ಮಹತ್ಯೆ (536, 1866, 1006, 1941)
article-swamitva-body-b: ಸರ್ಕಾರಗಳ ಜಂಟಿ ಸಹಭಾಗಿತ್ವದಲ್ಲಿ ಈ ಯೋಜನೆಯನ್ನು ಅನುಷ್ಠಾನಗೊಳಿಸಲು ಸ್ವಾಮಿತ್ವ ಯೋಜನೆಯನ್ನು ಜಾರಿಗೆ ತರಲಾಗಿದೆ ಎಂದರು. ಈ ಯೋಜನೆಯು ಮೊದಲ ಹಂತದಲ್ಲಿ ರಾಮನಗರ, ತುಮಕೂರು, ಹಾಸನ ಹಾಗೂ ಇತರೆ ಜಿಲ್ಲೆಗಳಲ್ಲಿ ಜಾರಿಯಾಗಿದ್ದು, ಈಗ ಜಿಲ್ಲೆಯಲ್ಲೂ ಅನುಷ್ಠಾನಗೊಳ್ಳುತ್ತಿದೆ. ಕಾರ್ಯಕ್ರಮದಲ್ಲಿ ತಹಶೀಲ್ದಾರ್, ಕಂದಾಯ ಇಲಾಖೆ ಅಧಿಕಾರಿಗಳು, ಗ್ರಾಮ ಪಂಚಾಯಿತಿ ಅಧ್ಯಕ್ಷರು, ಸದಸ್ಯರು ಹಾಗೂ ಗ್ರಾಮಸ್ಥರು ಉಪಸ್ಥಿತರಿದ್ದರು. (918, 357, 1205, 448)
article-land-records-body: ನಾಗಮಂಗಲ: ಜನವರಿ 27 ಸಾರ್ವಜನಿಕರು ರೈತರು ತಮ್ಮ ಭೂ ದಾಖಲೆಗಳ ಹೆಸರು ದಾಖಲೆಗಳಿಗೆ ಕಾಸಿಗಾಗಿ ಉಳಿಯಮಾಡದೆ ಸಂಬಂಧಪಟ್ಟ ಕಚೇರಿಗಳಲ್ಲಿ ಉಚಿತವಾಗಿ ಪಡೆಯಬಹುದು ಎಂದು ಕಂದಾಯ ಇಲಾಖೆ ಅಧಿಕಾರಿಗಳು ತಿಳಿಸಿದರು. ರೈತರ ತಮ್ಮ ಜಮೀನಿನ ಪಹಣಿ ಹಾಗೂ ದಾಖಲೆಗಳಿಗೆ ಗ್ರಾಮಕ್ಕೆ ಬರುವ ಗ್ರಾಮಲೆಕ್ಕಿಗರು ಮತ್ತು ಕಂದಾಯ ಅಧಿಕಾರಿಗಳ ಬಳಿ ನೇರವಾಗಿ ಪಡೆಯಬಹುದು. ಮಧ್ಯವರ್ತಿಗಳ ಹಾವಳಿಗೆ ಒಳಗಾಗಿ ಹಣ ನೀಡಬಾರದು ಎಂದು ಎಚ್ಚರಿಸಿದರು. ಭೂ ದಾಖಲೆಗಳ ಡಿಜಿಟಲೀಕರಣ ಕಾರ್ಯ ಪ್ರಗತಿಯಲ್ಲಿದ್ದು, ರೈತರು ಆನ್‌ಲೈನ್ ಮೂಲಕವೂ ದಾಖಲೆಗಳನ್ನು ಪಡೆಯಬಹುದು. ಯಾರಾದರೂ ಹಣಕ್ಕೆ ಬೇಡಿಕೆ ಇಟ್ಟಲ್ಲಿ ಸಂಬಂಧಪಟ್ಟ ಮೇಲಧಿಕಾರಿಗಳಿಗೆ ದೂರು ನೀಡಬಹುದು ಎಂದು ತಿಳಿಸಿದರು. ಸರ್ಕಾರದ ಸೌಲಭ್ಯಗಳು ನೇರವಾಗಿ ರೈತರಿಗೆ ತಲುಪಬೇಕು ಎಂಬುದು ಸರ್ಕಾರದ ಆಶಯ. ಪೋಡಿ, ಖಾತೆ ಬದಲಾವಣೆ, ಮ್ಯುಟೇಶನ್ ಸೇರಿದಂತೆ ಸೇವೆಗಳಿಗೆ ನಿಗದಿತ ಶುಲ್ಕ ಮಾತ್ರ ಪಾವತಿಸಬೇಕು. ಇದೇ ಸಂದರ್ಭದಲ್ಲಿ ಕಂದಾಯ ಅದಾಲತ್ ಕಾರ್ಯಕ್ರಮ ನಡೆಸಲಾಯಿತು. ಗ್ರಾಮಸ್ಥರು ತಮ್ಮ ಅಹವಾಲುಗಳನ್ನು ಸಲ್ಲಿಸಿದರು. (590, 1145, 1206, 1251)
page-number: 5 (1450, 6, 1520, 87)
article-driving-centre-body-b: 31 ಕೋಟಿ ರೂ ವೆಚ್ಚದಲ್ಲಿ ವಿವಿಧ ಅಭಿವೃದ್ಧಿ ಕಾಮಗಾರಿಗಳಿಗೆ ಶಂಕುಸ್ಥಾಪನೆ ನೆರವೇರಿಸಲಾಯಿತು. 1 ಕೋಟಿ ರೂ ವೆಚ್ಚದಲ್ಲಿ ಸರ್ಕಾರಿ ಪದವಿ ಪೂರ್ವ ಕಾಲೇಜು ಕಟ್ಟಡ ನಿರ್ಮಾಣ, 5 ಕೋಟಿ ರೂ ವೆಚ್ಚದಲ್ಲಿ ರಸ್ತೆ ಅಭಿವೃದ್ಧಿ ಸೇರಿದಂತೆ ಹಲವು ಕಾಮಗಾರಿಗಳಿಗೆ ಚಾಲನೆ ನೀಡಲಾಯಿತು. ಪ್ರತಿ ಹಳ್ಳಿಗೂ ಕುಡಿಯುವ ನೀರು ಒದಗಿಸುವ ಯೋಜನೆ ಜಾರಿಯಲ್ಲಿದೆ. 220 ಕೋಟಿ ರೂ ವೆಚ್ಚದ ಬಹುಗ್ರಾಮ ಕುಡಿಯುವ ನೀರಿನ ಯೋಜನೆಯ ಕಾಮಗಾರಿ ಪ್ರಗತಿಯಲ್ಲಿದೆ ಎಂದು ಸಚಿವರು ವಿವರಿಸಿದರು. (972, 745, 1206, 883)
divider (432, 1396, 1207, 1397)
masthead-title-row (1234, 7, 1426, 50)
masthead-title-black: ಮುಗಿಲು (1330, 6, 1426, 45)
article-farmer-leader-arrest-body: ಚಾಮರಾಜನಗರ: ಸಾಗರ ಆಣೆಯಿಂದ ಜಿಲ್ಲಾ ಉಸ್ತುವಾರಿ ಸಚಿವರ ಕಾರ್ಯಕ್ರಮದ ವೇಳೆ ಘೇರಾವ್ ಹಾಕಲು ಮುಂದಾಗಿದ್ದ ರೈತ ಮುಖಂಡರನ್ನು ಪೊಲೀಸರು ವಶಕ್ಕೆ ಪಡೆದ ಘಟನೆ ನಡೆದಿದೆ. ರೈತರ ವಿವಿಧ ಬೇಡಿಕೆಗಳ ಈಡೇರಿಕೆಗೆ ಆಗ್ರಹಿಸಿ ಸಚಿವರಿಗೆ ಮನವರಿಕೆ ಮಾಡಲು ರೈತ ಮುಖಂಡರು ಮುಂದಾಗಿದ್ದರು. ಕಬ್ಬು ಬಾಕಿ ಪಾವತಿ, ಬರ ಪರಿಹಾರ ಸೇರಿದಂತೆ ಹಲವು ಬೇಡಿಕೆಗಳನ್ನು ಮುಂದಿಟ್ಟುಕೊಂಡು ಪ್ರತಿಭಟನೆಗೆ ಸಿದ್ಧತೆ ನಡೆಸಿದ್ದರು. ಮುನ್ನೆಚ್ಚರಿಕೆ ಕ್ರಮವಾಗಿ ಪೊಲೀಸರು ಮುಖಂಡರನ್ನು ವಶಕ್ಕೆ ಪಡೆದರು. ಇದರಿಂದ ಆಕ್ರೋಶಗೊಂಡ ರೈತರು ಪೊಲೀಸ್ ಠಾಣೆ ಎದುರು ಧರಣಿ ನಡೆಸಿದರು. ಸಚಿವರ ಕಾರ್ಯಕ್ರಮ ಮುಗಿದ ನಂತರ ಮುಖಂಡರನ್ನು ಬಿಡುಗಡೆ ಮಾಡಲಾಯಿತು. ರೈತ ವಿರೋಧಿ ಧೋರಣೆ ಕೈಬಿಡಬೇಕು ಎಂದು ಮುಖಂಡರು ಆಗ್ರಹಿಸಿದರು. ಸರ್ಕಾರ ರೈತರ ಸಮಸ್ಯೆಗಳಿಗೆ ಸ್ಪಂದಿಸದಿದ್ದರೆ ಉಗ್ರ ಹೋರಾಟ ನಡೆಸುವುದಾಗಿ ಎಚ್ಚರಿಕೆ ನೀಡಿದರು. ಪ್ರತಿಭಟನಾ ಸ್ಥಳದಲ್ಲಿ ಬಿಗಿ ಪೊಲೀಸ್ ಬಂದೋಬಸ್ತ್ ಏರ್ಪಡಿಸಲಾಗಿತ್ತು. ಯಾವುದೇ ಅಹಿತಕರ ಘಟನೆ ನಡೆಯದಂತೆ ಮುನ್ನೆಚ್ಚರಿಕೆ ವಹಿಸಲಾಗಿತ್ತು. ನಂತರ ಮನವಿ ಪತ್ರವನ್ನು ಅಧಿಕಾರಿಗಳಿಗೆ ಸಲ್ಲಿಸಲಾಯಿತು. ಸೂಕ್ತ ಕ್ರಮದ ಭರವಸೆ ನೀಡಲಾಯಿತು. ಪರಿಸ್ಥಿತಿ ಶಾಂತವಾಗುವವರೆಗೂ ಪೊಲೀಸರು ಸ್ಥಳದಲ್ಲೇ ಮೊಕ್ಕಾಂ ಹೂಡಿದ್ದರು ಎಂದು ತಿಳಿದುಬಂದಿದೆ. ಬಂಧನ ಖಂಡಿಸಿ ವಿವಿಧ ರೈತ ಸಂಘಟನೆಗಳು ಹೇಳಿಕೆ ನೀಡಿವೆ. ಹೋರಾಟ ಮುಂದುವರಿಸುವುದಾಗಿ ಘೋಷಿಸಿವೆ. ಜಿಲ್ಲಾದ್ಯಂತ ಈ ಘಟನೆ ಚರ್ಚೆಗೆ ಗ್ರಾಸವಾಗಿದೆ. ಮುಂದಿನ ದಿನಗಳಲ್ಲಿ ಸಚಿವರು ರೈತ ಮುಖಂಡರೊಂದಿಗೆ ಸಭೆ ನಡೆಸುವುದಾಗಿ ತಿಳಿಸಿದ್ದಾರೆ ಎಂದು ಮೂಲಗಳು ಹೇಳಿವೆ. ಬಿಗಿ ಭದ್ರತೆಯ ನಡುವೆ ಕಾರ್ಯಕ್ರಮ ನಡೆಯಿತು. ಪೊಲೀಸ್ ಬಂದೋಬಸ್ತ್ ಮಾಡಲಾಗಿತ್ತು. (1219, 1129, 1512, 1440)
photo-training-centre-inauguration (587, 749, 966, 1078)
photo-finance-victim-house (646, 1475, 879, 1752)
headline-farmer-leader-arrest: ಉಸ್ತುವಾರಿ ಸಚಿವರಿಗೆ ಘೇರಾವ್ ಹಾಕಲು ಮುಂದಾಗಿದ್ದ ರೈತ ಮುಖಂಡರ ಬಂಧನ (1219, 1034, 1511, 1087)
photo-cheque-handover-group (9, 1621, 422, 1853)
region-strip (6, 30, 1205, 87)
article-blood-donation-body-a: ಹನೂರು: 76ನೇ ಗಣರಾಜ್ಯೋತ್ಸವ ಪ್ರಯುಕ್ತ ಪಟ್ಟಣ ಪಂಚಾಯಿತಿ ವತಿಯಿಂದ ರಕ್ತದಾನ ಶಿಬಿರ ಮಾಡಲಾಗಿತ್ತು. ಪಟ್ಟಣ ಪಂಚಾಯಿತಿ ವತಿಯಿಂದ ಮಾಡಲಾಗಿದ್ದ ರಕ್ತದಾನ ಶಿಬಿರಕ್ಕೆ ಶಾಸಕ ಮಂಜುನಾಥ್ ರವರು ಚಾಲನೆ ನೀಡಿ ನಂತರ ಮಾತನಾಡಿದರು. ರಕ್ತದಾನ ಮಾಡುವ ಮೂಲಕ ಮತ್ತೊಂದು ಜೀವ ಉಳಿಸಬಹುದು ಎಂದರು. ರಕ್ತದಾನ ಮಾಡುವುದರಿಂದ ದೇಹಕ್ಕೆ ಯಾವುದೇ ತೊಂದರೆ ಇಲ್ಲ, ರಕ್ತದಾನ ಮಹಾದಾನ ಎಂದು ಹೇಳಿದರು. ಪ್ರಜೆಗಳು ಉಳಿಯಬೇಕಾದರೆ ರಕ್ತದಾನದಂತಹ ಸಮಾಜಮುಖಿ ಕಾರ್ಯಗಳು ನಿರಂತರವಾಗಿ ನಡೆಯಬೇಕು. ಪ್ರತಿಯೊಬ್ಬರೂ ರಕ್ತದಾನ ಮಾಡುವ ಮೂಲಕ ಮತ್ತೊಬ್ಬರ ಜೀವ ಉಳಿಸುವ ಕಾರ್ಯದಲ್ಲಿ ಕೈಜೋಡಿಸಬೇಕು ಎಂದು ತಿಳಿಸಿದರು. ರಕ್ತದಾನದ ಮಹತ್ವದ ಕುರಿತು ನಡೆದ ಈ ಕಾರ್ಯಕ್ರಮದಲ್ಲಿ ವೈದ್ಯಾಧಿಕಾರಿಗಳು ಮಾಹಿತಿ ನೀಡಿದರು. ರಕ್ತದಾನ ಮಹಾದಾನ ಎಂಬ ಘೋಷಣೆಯೊಂದಿಗೆ ಹಮ್ಮಿಕೊಂಡಿದ್ದ ಶಿಬಿರದಲ್ಲಿ ಪಟ್ಟಣದ ಹಲವಾರು ಯುವಕರು ಉತ್ಸಾಹದಿಂದ ಪಾಲ್ಗೊಂಡು ರಕ್ತದಾನ ಮಾಡಿದರು. ಸ್ಥಳೀಯ ಸಂಘ ಸಂಸ್ಥೆಗಳ ಪದಾಧಿಕಾರಿಗಳು ಶಿಬಿರಕ್ಕೆ ಸಹಕಾರ ನೀಡಿದರು. ಪ್ರಜಾಪ್ರಭುತ್ವದ ಹಬ್ಬದ ಅಂಗವಾಗಿ ನಡೆದ ಈ ರಕ್ತದಾನ ಶಿಬಿರ ಮಾದರಿ ಎನಿಸಿತು ಎಂದು ಸಾರ್ವಜನಿಕರು ಮೆಚ್ಚುಗೆ ವ್ಯಕ್ತಪಡಿಸಿದರು. (9, 182, 335, 382)
headline-swamitva-scheme: ಸ್ವಾಮಿತ್ವ ಯೋಜನೆ ಯಶಸ್ವಿಗೆ ಸಹಕರಿಸಿ (721, 102, 1120, 138)
headline-dairy-hall-inauguration: ಡೇರಿ ಸಂಘದ ಸಭಾಂಗಣ ಉದ್ಘಾಟನೆ (1051, 1864, 1349, 1894)
headline-finance-harassment: ಫೈನಾನ್ಸ್ ಸಂಸ್ಥೆಗಳ ಕಿರುಕುಳ ಬೆಳಕಿಗೆ (611, 1402, 1030, 1443)
divider (627, 103, 628, 631)
headline-driving-training-centre: ನಾಗಮಂಗಲದಲ್ಲಿ ವಾಹನ ಚಾಲನಾ ತರಬೇತಿ ಕೇಂದ್ರ (366, 673, 1034, 720)
masthead-logo-sun-palm-icon (1293, 9, 1329, 43)
subhead-house-locked: ಸಾಲ ಪಾವತಿ ಮಾಡದ ಮನೆಗೆ ಬೀಗ (930, 1469, 1161, 1492)
article-constitution-body-b: ಸಾಂಸ್ಕೃತಿಕ ಕಾರ್ಯಕ್ರಮಗಳು ನಡೆದವು. ವಿವಿಧ ಸ್ಪರ್ಧೆಗಳಲ್ಲಿ ವಿಜೇತರಾದ ವಿದ್ಯಾರ್ಥಿಗಳಿಗೆ ಬಹುಮಾನ ವಿತರಿಸಲಾಯಿತು. ಕಾರ್ಯಕ್ರಮದಲ್ಲಿ ಶಿಕ್ಷಕರು, ಪೋಷಕರು, ವಿದ್ಯಾರ್ಥಿಗಳು ಹಾಗೂ ಗಣ್ಯರು ಉಪಸ್ಥಿತರಿದ್ದರು. (242, 2168, 491, 2227)
masthead-date: 28.1.2025 (1295, 68, 1365, 86)
